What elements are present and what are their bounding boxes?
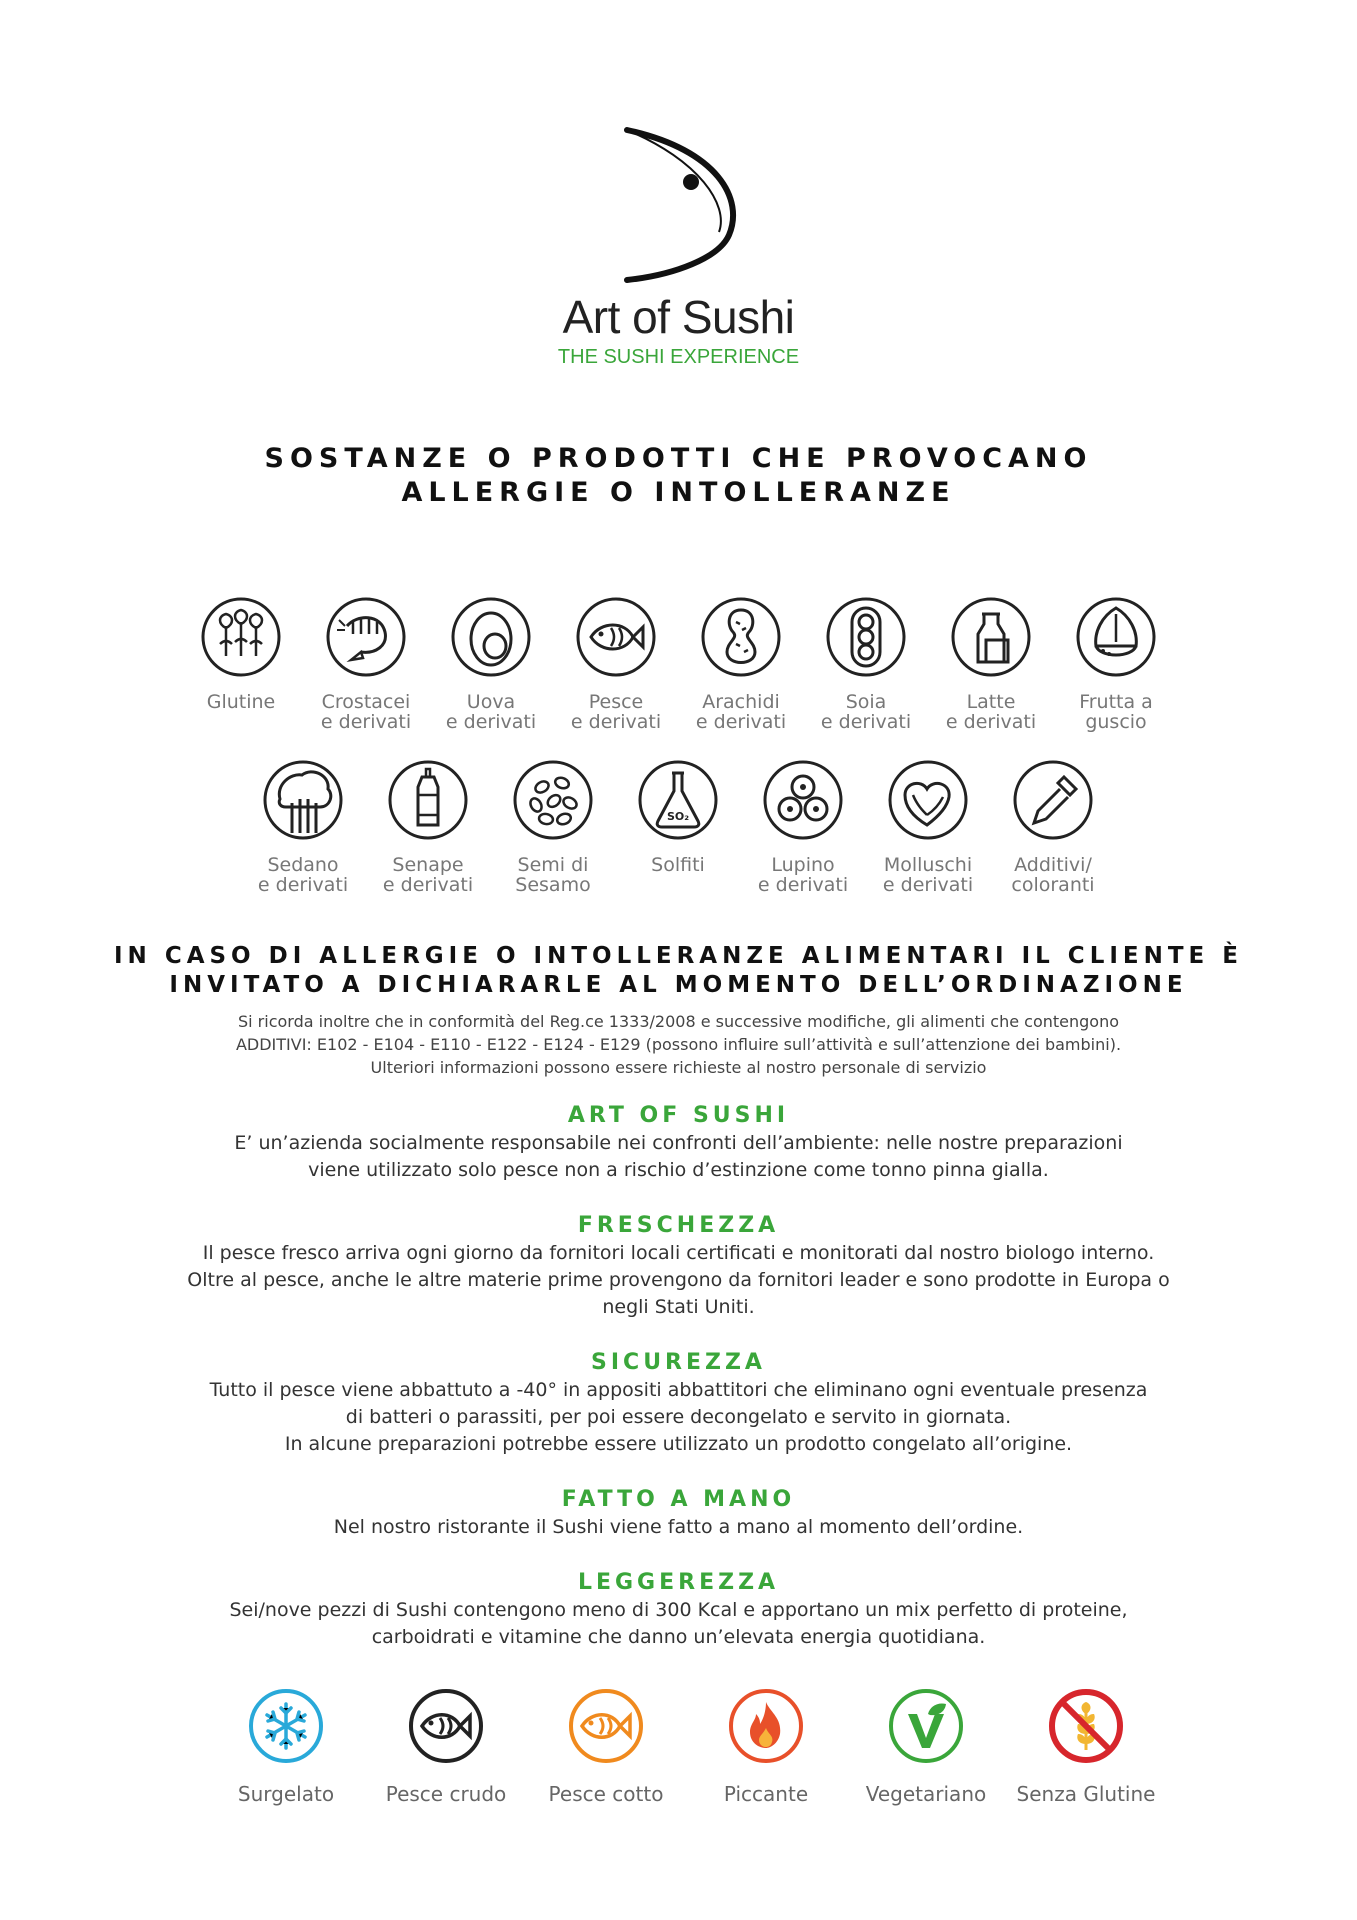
celery-icon [262, 759, 344, 841]
allergen-soia [801, 596, 931, 732]
legend-label: Piccante [723, 1782, 809, 1806]
section-body-note: In alcune preparazioni potrebbe essere utilizzato un prodotto congelato all’origine. [284, 1433, 1073, 1455]
brand-name: Art of Sushi [562, 291, 795, 343]
section-body: Tutto il pesce viene abbattuto a -40° in appositi abbattitori che eliminano ogni eventuale presenza di batteri o parassiti, per poi essere decongelato e servito in giornata. [209, 1379, 1148, 1428]
svg-text:SO₂: SO₂ [666, 810, 690, 823]
section-heading: SICUREZZA [591, 1350, 766, 1375]
leaf-v-icon [888, 1688, 964, 1764]
allergen-glutine [176, 596, 306, 712]
peanut-icon [700, 596, 782, 678]
page-title: SOSTANZE O PRODOTTI CHE PROVOCANO ALLERGIE O INTOLLERANZE [264, 443, 1093, 508]
legend-pesce-cotto [526, 1688, 686, 1806]
milk-bottle-icon [950, 596, 1032, 678]
allergen-label: Crostacei e derivati [320, 691, 412, 733]
shrimp-icon [325, 596, 407, 678]
allergen-solfiti [613, 759, 743, 875]
legend-surgelato [206, 1688, 366, 1806]
section-freschezza [0, 1212, 1357, 1321]
allergen-latte [926, 596, 1056, 732]
allergen-label: Soia e derivati [820, 691, 912, 733]
allergen-label: Uova e derivati [445, 691, 537, 733]
legend-label: Surgelato [237, 1782, 335, 1806]
section-body: Il pesce fresco arriva ogni giorno da fornitori locali certificati e monitorati dal nostro biologo interno. Oltre al pesce, anche le altre materie prime provengono da fornitori leader e sono prodotte in Europa o negli Stati Uniti. [187, 1242, 1170, 1318]
allergen-sesamo [488, 759, 618, 895]
allergen-lupino [738, 759, 868, 895]
no-gluten-icon [1048, 1688, 1124, 1764]
allergen-additivi [988, 759, 1118, 895]
allergen-label: Solfiti [651, 854, 705, 876]
legend-label: Pesce cotto [548, 1782, 664, 1806]
legend-pesce-crudo [366, 1688, 526, 1806]
allergen-senape [363, 759, 493, 895]
lupin-icon [762, 759, 844, 841]
allergen-label: Arachidi e derivati [695, 691, 787, 733]
allergen-molluschi [863, 759, 993, 895]
section-fatto-a-mano [0, 1486, 1357, 1541]
section-heading: FRESCHEZZA [577, 1213, 780, 1238]
flame-icon [728, 1688, 804, 1764]
egg-icon [450, 596, 532, 678]
allergen-pesce [551, 596, 681, 732]
additives-note: Si ricorda inoltre che in conformità del Reg.ce 1333/2008 e successive modifiche, gli alimenti che contengono ADDITIVI: E102 - E104 - E110 - E122 - E124 - E129 (possono influire sull’attività e sull’attenzione dei bambini). Ulteriori informazioni possono essere richieste al nostro personale di servizio [235, 1012, 1122, 1077]
allergen-arachidi [676, 596, 806, 732]
section-art-of-sushi [0, 1102, 1357, 1184]
brand-tagline: THE SUSHI EXPERIENCE [557, 346, 800, 368]
allergen-label: Lupino e derivati [757, 854, 849, 896]
fish-icon [575, 596, 657, 678]
section-leggerezza [0, 1569, 1357, 1651]
allergen-frutta-guscio [1051, 596, 1181, 732]
mussel-icon [887, 759, 969, 841]
section-body: Nel nostro ristorante il Sushi viene fatto a mano al momento dell’ordine. [333, 1516, 1024, 1538]
allergen-label: Molluschi e derivati [882, 854, 974, 896]
brand-logo [0, 120, 1357, 369]
allergen-label: Senape e derivati [382, 854, 474, 896]
section-sicurezza [0, 1349, 1357, 1458]
allergen-label: Additivi/ coloranti [1011, 854, 1095, 896]
legend-vegetariano [846, 1688, 1006, 1806]
wheat-icon [200, 596, 282, 678]
cooked-fish-icon [568, 1688, 644, 1764]
legend-label: Pesce crudo [385, 1782, 507, 1806]
legend-senza-glutine [1006, 1688, 1166, 1806]
legend-label: Senza Glutine [1016, 1782, 1156, 1806]
section-body: E’ un’azienda socialmente responsabile nei confronti dell’ambiente: nelle nostre preparazioni viene utilizzato solo pesce non a rischio d’estinzione come tonno pinna gialla. [234, 1132, 1123, 1181]
legend-piccante [686, 1688, 846, 1806]
soybean-icon [825, 596, 907, 678]
allergen-label: Frutta a guscio [1079, 691, 1153, 733]
nut-icon [1075, 596, 1157, 678]
sesame-icon [512, 759, 594, 841]
mustard-icon [387, 759, 469, 841]
allergen-crostacei [301, 596, 431, 732]
section-heading: FATTO A MANO [561, 1487, 796, 1512]
flask-so2-icon [637, 759, 719, 841]
allergen-label: Latte e derivati [945, 691, 1037, 733]
raw-fish-icon [408, 1688, 484, 1764]
allergen-label: Semi di Sesamo [515, 854, 591, 896]
section-heading: LEGGEREZZA [577, 1570, 780, 1595]
allergen-label: Glutine [206, 691, 276, 713]
allergen-label: Pesce e derivati [570, 691, 662, 733]
allergen-uova [426, 596, 556, 732]
dropper-icon [1012, 759, 1094, 841]
section-heading: ART OF SUSHI [567, 1103, 790, 1128]
section-body: Sei/nove pezzi di Sushi contengono meno di 300 Kcal e apportano un mix perfetto di proteine, carboidrati e vitamine che danno un’elevata energia quotidiana. [229, 1599, 1128, 1648]
allergy-notice: IN CASO DI ALLERGIE O INTOLLERANZE ALIMENTARI IL CLIENTE È INVITATO A DICHIARARLE AL MOMENTO DELL’ORDINAZIONE [114, 943, 1243, 998]
allergen-sedano [238, 759, 368, 895]
legend-label: Vegetariano [865, 1782, 987, 1806]
snowflake-icon [248, 1688, 324, 1764]
fish-logo-icon [579, 120, 779, 290]
allergen-label: Sedano e derivati [257, 854, 349, 896]
